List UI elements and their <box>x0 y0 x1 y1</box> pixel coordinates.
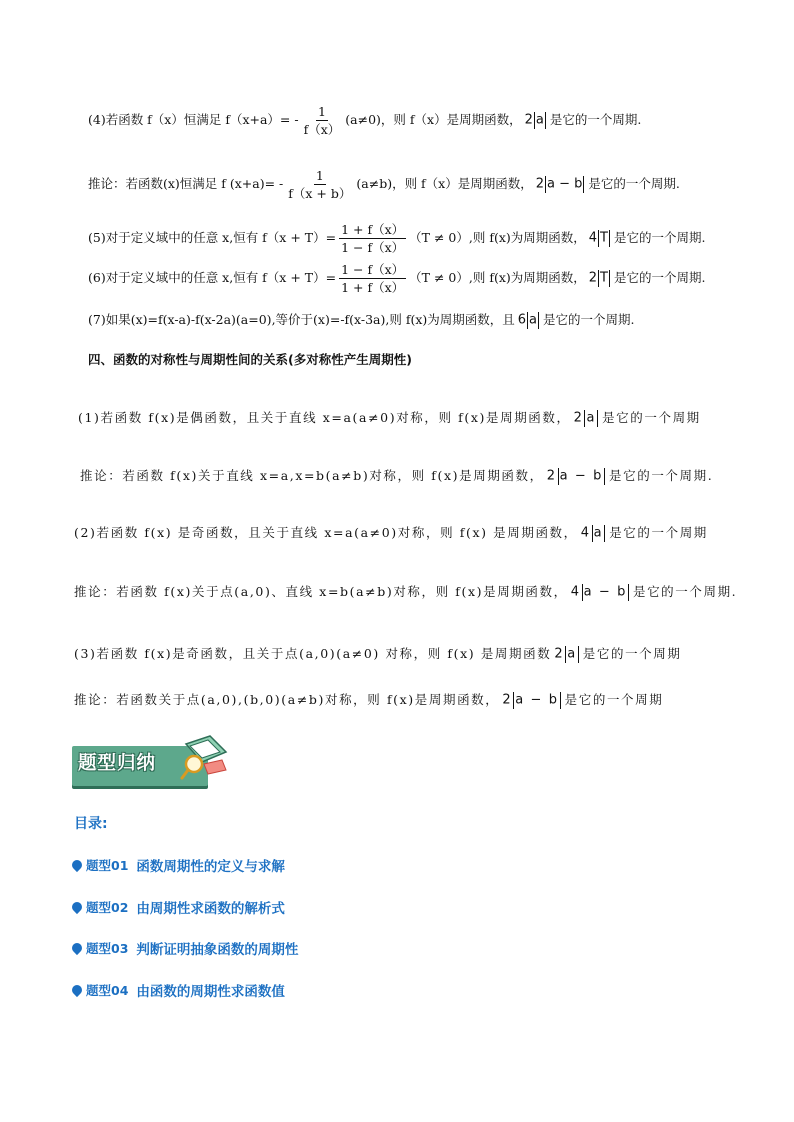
bullet-icon <box>70 983 84 997</box>
period-expression: 2 a − b <box>502 692 559 708</box>
bullet-icon <box>70 900 84 914</box>
toc-item-04[interactable]: 题型04 由函数的周期性求函数值 <box>72 980 285 1000</box>
period-expression: 2 a − b <box>546 468 604 484</box>
symmetry-2: (2)若函数 f(x) 是奇函数，且关于直线 x=a(a≠0)对称，则 f(x) 是周期函数， 4 a 是它的一个周期 <box>74 525 708 541</box>
book-magnifier-icon <box>180 734 232 782</box>
bullet-icon <box>70 941 84 955</box>
corollary-4: 推论：若函数(x)恒满足 f (x+a)= - $\frac{1}{f(x + b)}$ (a≠b)，则 f（x）是周期函数， 2 a − b 是它的一个周期. <box>88 168 680 201</box>
period-expression: 2 a <box>524 112 544 128</box>
property-7: (7)如果(x)=f(x-a)-f(x-2a)(a=0),等价于(x)=-f(x-3a),则 f(x)为周期函数，且 6 a 是它的一个周期. <box>88 312 635 328</box>
property-6: (6)对于定义域中的任意 x,恒有 f（x + T）= $\frac{1 - f(x)}{1 + f(x)}$ （T ≠ 0）,则 f(x)为周期函数， 2 T 是它的一个周期. <box>88 262 706 295</box>
period-expression: 2 T <box>588 270 608 286</box>
toc-item-01[interactable]: 题型01 函数周期性的定义与求解 <box>72 855 285 875</box>
symmetry-1: (1)若函数 f(x)是偶函数，且关于直线 x=a(a≠0)对称，则 f(x)是周期函数， 2 a 是它的一个周期 <box>78 410 701 426</box>
period-expression: 4 a − b <box>570 584 627 600</box>
property-4: (4)若函数 f（x）恒满足 f（x+a）= - $\frac{1}{f(x)}$ (a≠0)，则 f（x）是周期函数， 2 a 是它的一个周期. <box>88 104 642 137</box>
symmetry-3-corollary: 推论：若函数关于点(a,0),(b,0)(a≠b)对称，则 f(x)是周期函数， 2 a − b 是它的一个周期 <box>74 692 664 708</box>
bullet-icon <box>70 858 84 872</box>
period-expression: 6 a <box>517 312 538 328</box>
section-banner <box>72 734 232 790</box>
toc-item-03[interactable]: 题型03 判断证明抽象函数的周期性 <box>72 938 298 958</box>
toc-title: 目录: <box>74 816 108 832</box>
symmetry-2-corollary: 推论：若函数 f(x)关于点(a,0)、直线 x=b(a≠b)对称，则 f(x)是周期函数， 4 a − b 是它的一个周期. <box>74 584 738 600</box>
banner-title: 题型归纳 <box>78 753 157 774</box>
fraction: $\frac{1}{f(x + b)}$ <box>288 168 352 201</box>
symmetry-3: (3)若函数 f(x)是奇函数，且关于点(a,0)(a≠0) 对称，则 f(x) 是周期函数 2 a 是它的一个周期 <box>74 646 682 662</box>
period-expression: 2 a <box>554 646 577 662</box>
period-expression: 4 a <box>580 525 604 541</box>
symmetry-1-corollary: 推论：若函数 f(x)关于直线 x=a,x=b(a≠b)对称，则 f(x)是周期函数， 2 a − b 是它的一个周期. <box>80 468 714 484</box>
period-expression: 2 a <box>573 410 597 426</box>
section-heading: 四、函数的对称性与周期性间的关系(多对称性产生周期性) <box>88 352 412 367</box>
period-expression: 2 a − b <box>535 176 583 192</box>
toc-item-02[interactable]: 题型02 由周期性求函数的解析式 <box>72 897 285 917</box>
fraction: $\frac{1 + f(x)}{1 - f(x)}$ <box>341 222 405 255</box>
fraction: $\frac{1}{f(x)}$ <box>303 104 341 137</box>
fraction: $\frac{1 - f(x)}{1 + f(x)}$ <box>341 262 405 295</box>
period-expression: 4 T <box>588 230 608 246</box>
property-5: (5)对于定义域中的任意 x,恒有 f（x + T）= $\frac{1 + f(x)}{1 - f(x)}$ （T ≠ 0）,则 f(x)为周期函数， 4 T 是它的一个周期. <box>88 222 706 255</box>
